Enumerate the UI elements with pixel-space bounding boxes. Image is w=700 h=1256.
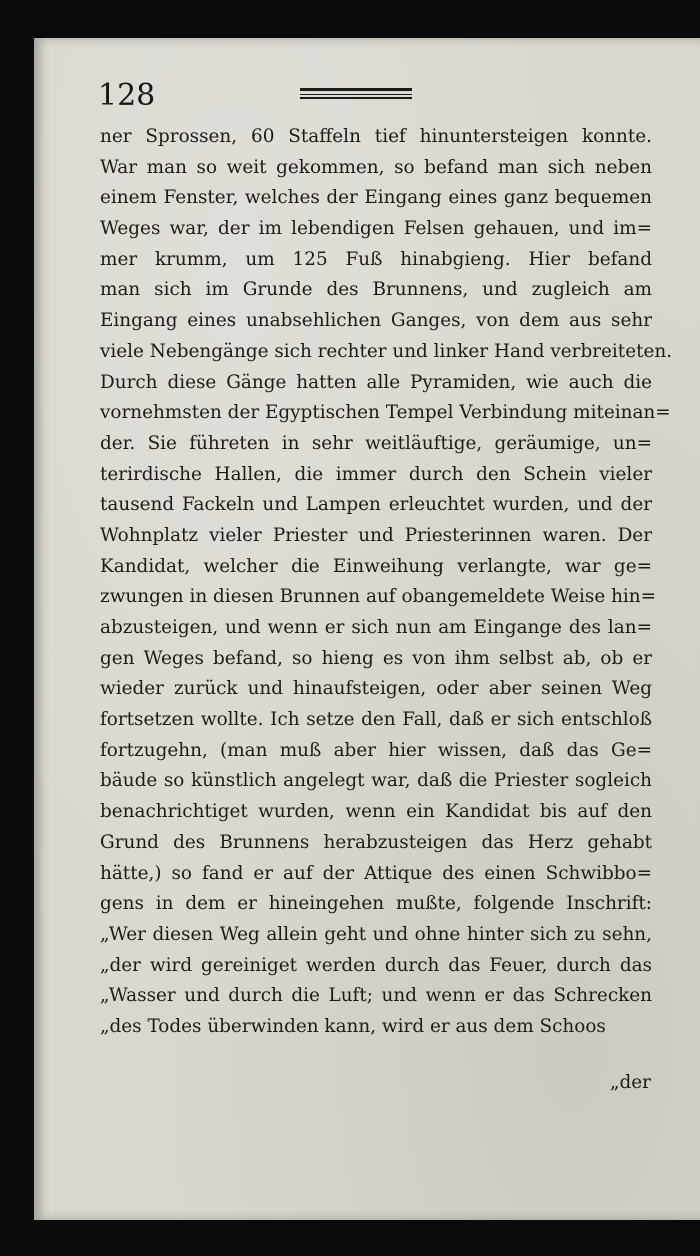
text-line: Grund des Brunnens herabzusteigen das Herz gehabt <box>100 831 652 853</box>
text-line: fortzugehn, (man muß aber hier wissen, daß das Ge= <box>100 739 652 761</box>
text-line: zwungen in diesen Brunnen auf obangemeldete Weise hin= <box>100 586 657 608</box>
text-line: gens in dem er hineingehen mußte, folgende Inschrift: <box>100 893 652 915</box>
text-line: Weges war, der im lebendigen Felsen gehauen, und im= <box>100 218 652 240</box>
text-line: Durch diese Gänge hatten alle Pyramiden, wie auch die <box>100 371 652 393</box>
text-line: gen Weges befand, so hieng es von ihm selbst ab, ob er <box>100 647 652 669</box>
text-line: abzusteigen, und wenn er sich nun am Eingange des lan= <box>100 617 652 638</box>
header-rule <box>300 88 412 99</box>
text-line: Eingang eines unabsehlichen Ganges, von dem aus sehr <box>100 310 652 332</box>
text-line: „des Todes überwinden kann, wird er aus dem Schoos <box>100 1015 606 1037</box>
text-line: wieder zurück und hinaufsteigen, oder aber seinen Weg <box>100 678 652 700</box>
body-text <box>100 122 673 1043</box>
text-line: War man so weit gekommen, so befand man sich neben <box>100 156 652 178</box>
text-line: hätte,) so fand er auf der Attique des einen Schwibbo= <box>100 862 652 884</box>
text-line: bäude so künstlich angelegt war, daß die Priester sogleich <box>100 770 652 792</box>
text-line: „der wird gereiniget werden durch das Feuer, durch das <box>100 954 652 976</box>
text-line: benachrichtiget wurden, wenn ein Kandidat bis auf den <box>100 801 652 823</box>
catchword: „der <box>610 1072 651 1093</box>
text-line: der. Sie führeten in sehr weitläuftige, geräumige, un= <box>100 432 652 454</box>
text-line: Wohnplatz vieler Priester und Priesterinnen waren. Der <box>100 524 652 546</box>
text-line: terirdische Hallen, die immer durch den Schein vieler <box>100 463 652 485</box>
text-line: mer krumm, um 125 Fuß hinabgieng. Hier befand <box>100 248 652 270</box>
text-line: man sich im Grunde des Brunnens, und zugleich am <box>100 279 652 301</box>
text-line: tausend Fackeln und Lampen erleuchtet wurden, und der <box>100 494 652 516</box>
text-line: Kandidat, welcher die Einweihung verlangte, war ge= <box>100 555 652 577</box>
text-line: fortsetzen wollte. Ich setze den Fall, daß er sich entschloß <box>100 709 652 731</box>
page-number: 128 <box>98 78 156 113</box>
text-line: „Wer diesen Weg allein geht und ohne hinter sich zu sehn, <box>100 923 652 945</box>
text-line: „Wasser und durch die Luft; und wenn er das Schrecken <box>100 985 652 1007</box>
text-line: ner Sprossen, 60 Staffeln tief hinuntersteigen konnte. <box>100 126 652 147</box>
text-line: einem Fenster, welches der Eingang eines ganz bequemen <box>100 187 652 209</box>
text-line: viele Nebengänge sich rechter und linker Hand verbreiteten. <box>100 340 673 362</box>
text-line: vornehmsten der Egyptischen Tempel Verbindung miteinan= <box>100 402 671 424</box>
